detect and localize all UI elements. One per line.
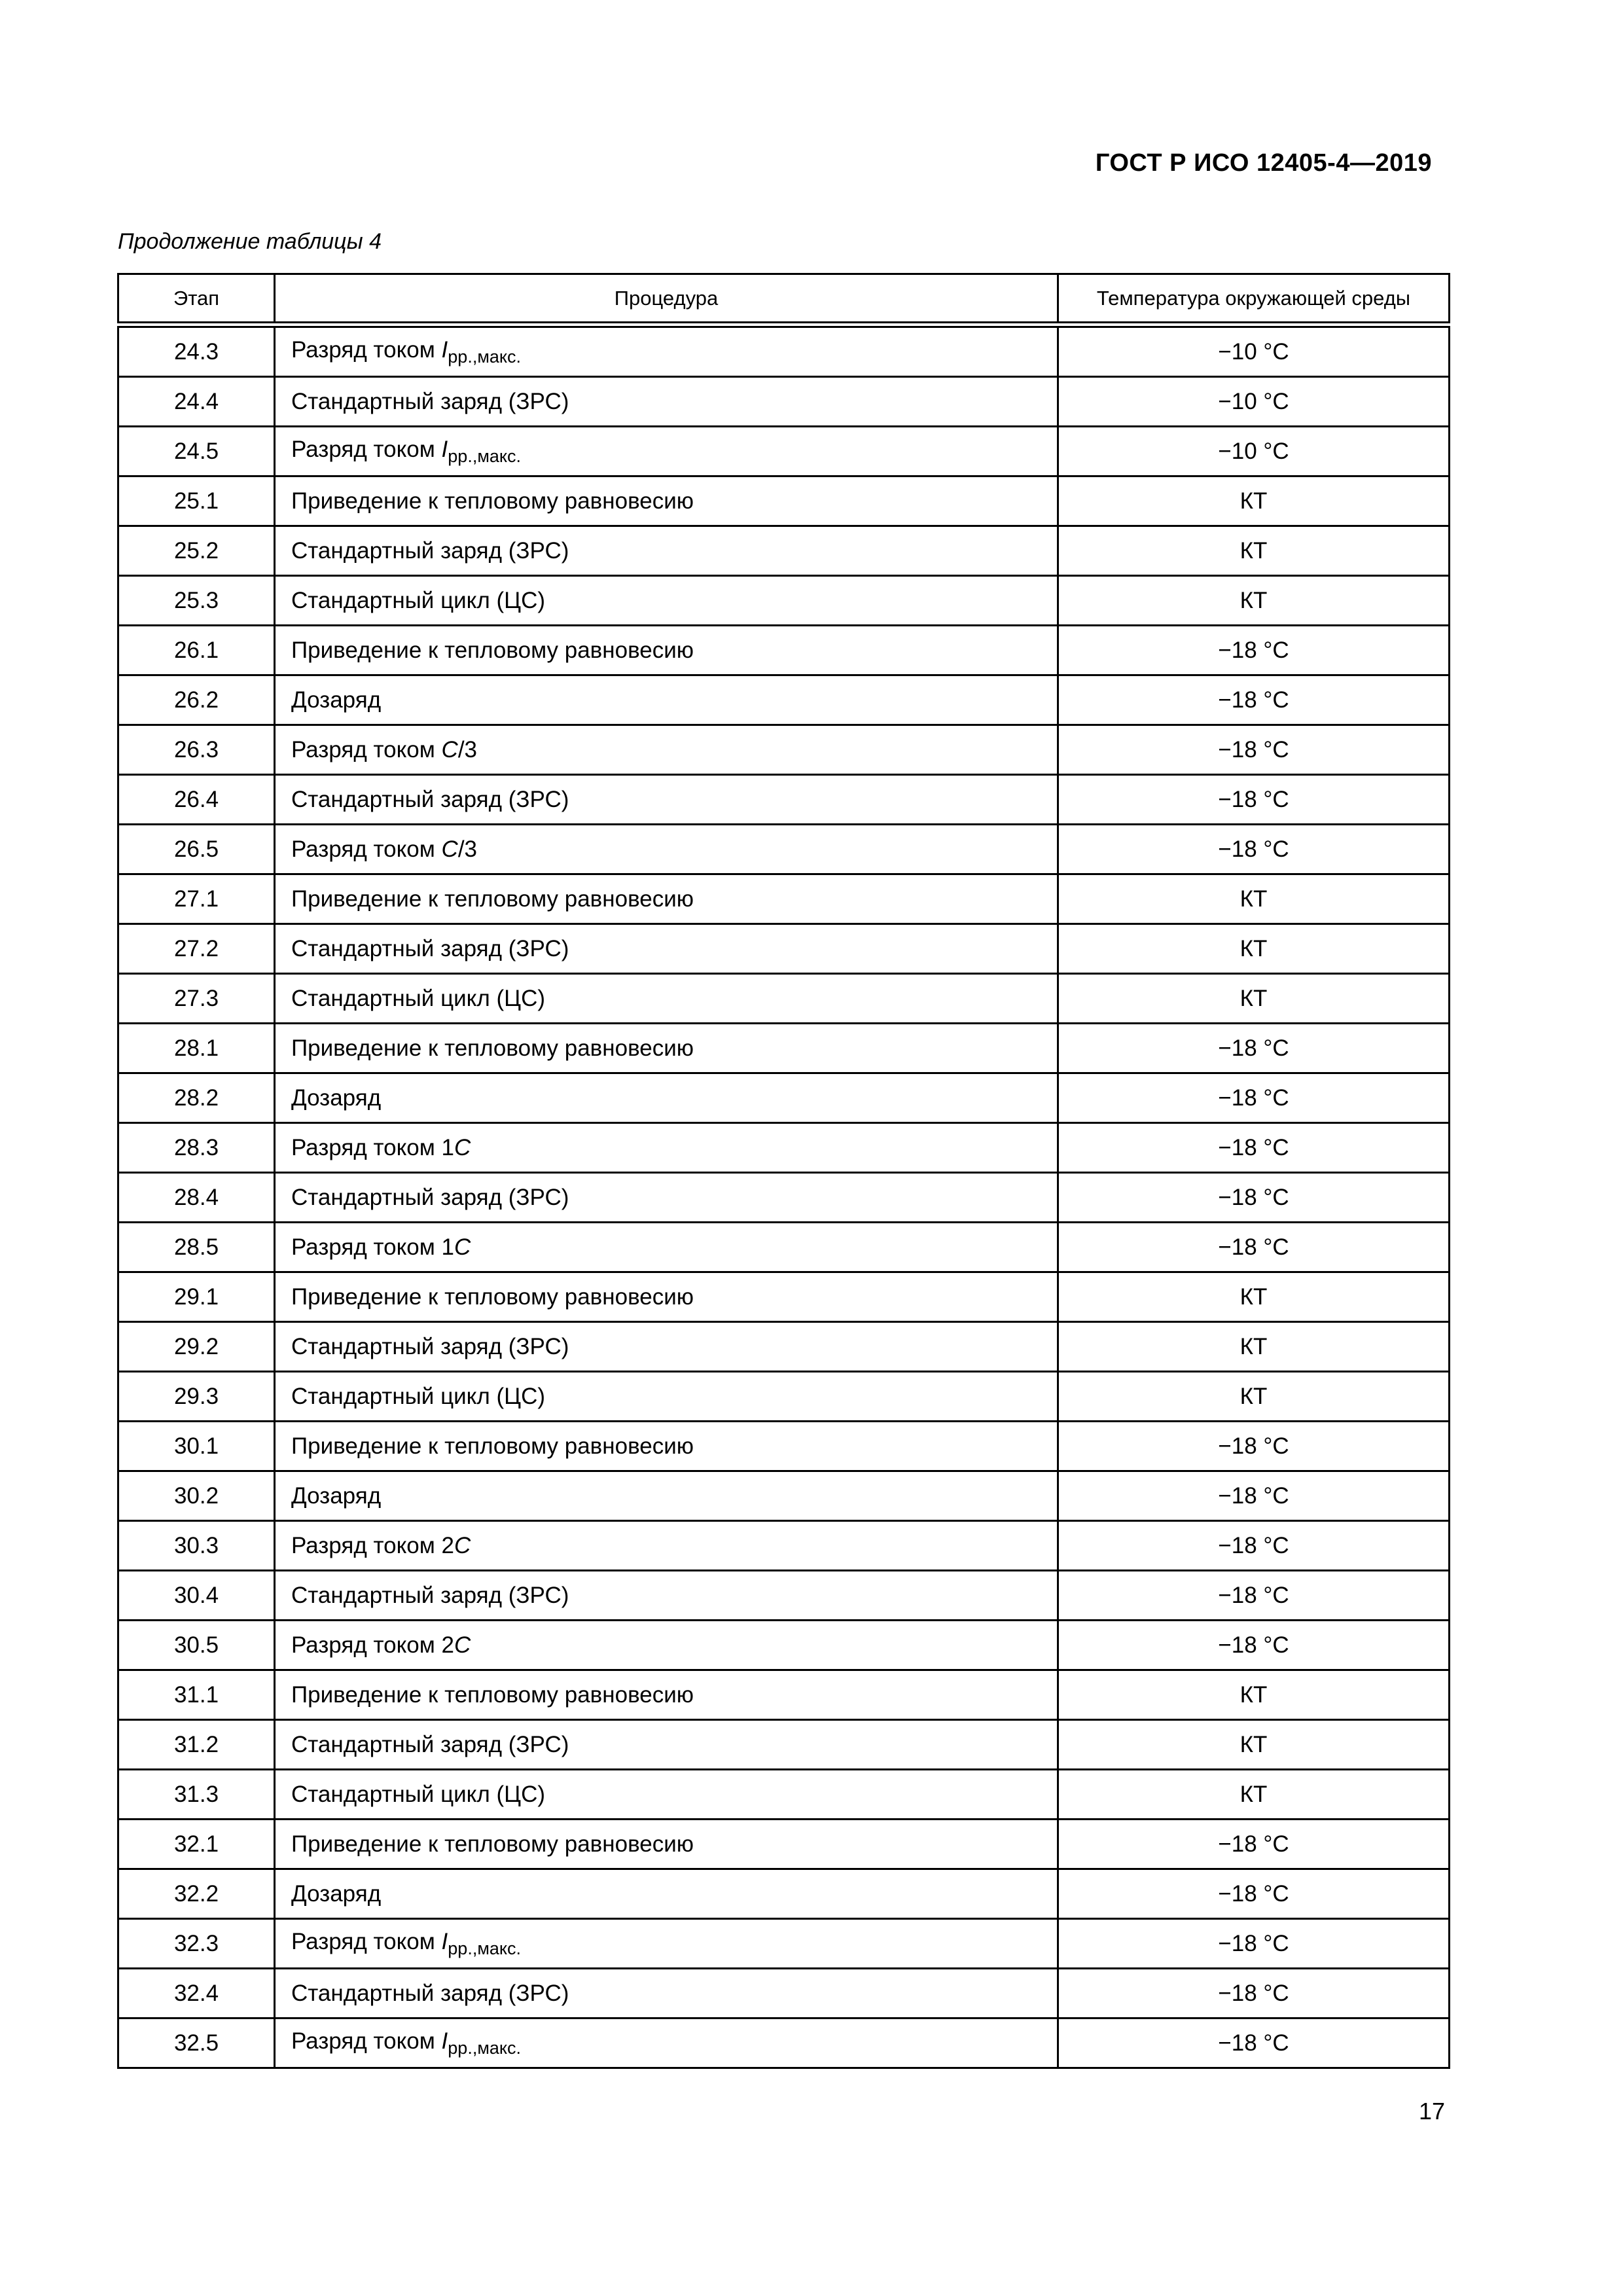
procedure-cell: [275, 1372, 1058, 1422]
procedure-cell: [275, 476, 1058, 526]
procedure-text: Разряд током: [291, 737, 442, 762]
temperature-cell: −18 °C: [1058, 825, 1450, 874]
procedure-symbol: C: [454, 1135, 471, 1160]
step-cell: 25.2: [118, 526, 275, 576]
table-row: [118, 626, 1450, 675]
step-cell: 24.5: [118, 427, 275, 476]
table-row: [118, 725, 1450, 775]
procedure-cell: [275, 1322, 1058, 1372]
page-number: 17: [1418, 2098, 1445, 2125]
step-cell: 30.2: [118, 1471, 275, 1521]
procedure-text: Стандартный цикл (ЦС): [291, 1782, 546, 1807]
procedure-symbol: I: [441, 436, 448, 462]
table-row: [118, 1471, 1450, 1521]
temperature-cell: КТ: [1058, 1372, 1450, 1422]
table-row: [118, 377, 1450, 427]
table-row: [118, 1720, 1450, 1770]
procedure-text: Разряд током 1: [291, 1234, 454, 1260]
procedure-text: Разряд током 2: [291, 1632, 454, 1658]
step-cell: 32.1: [118, 1820, 275, 1869]
procedure-cell: [275, 1919, 1058, 1969]
temperature-cell: −18 °C: [1058, 1919, 1450, 1969]
procedure-cell: [275, 1969, 1058, 2018]
temperature-cell: −18 °C: [1058, 1073, 1450, 1123]
step-cell: 30.3: [118, 1521, 275, 1571]
table-row: [118, 427, 1450, 476]
step-cell: 32.4: [118, 1969, 275, 2018]
table-row: [118, 1770, 1450, 1820]
table-row: [118, 1372, 1450, 1422]
procedure-text: Приведение к тепловому равновесию: [291, 1284, 694, 1310]
temperature-cell: −18 °C: [1058, 1621, 1450, 1670]
temperature-cell: КТ: [1058, 974, 1450, 1024]
temperature-cell: −18 °C: [1058, 1869, 1450, 1919]
temperature-cell: −18 °C: [1058, 725, 1450, 775]
procedure-text: Стандартный цикл (ЦС): [291, 1384, 546, 1409]
step-cell: 28.2: [118, 1073, 275, 1123]
procedure-cell: [275, 1123, 1058, 1173]
temperature-cell: −18 °C: [1058, 1223, 1450, 1272]
temperature-cell: −18 °C: [1058, 1571, 1450, 1621]
procedure-text: Стандартный заряд (ЗРС): [291, 1583, 569, 1608]
column-header-procedure: Процедура: [275, 274, 1058, 325]
table-row: [118, 1521, 1450, 1571]
procedure-text: Стандартный заряд (ЗРС): [291, 787, 569, 812]
step-cell: 29.1: [118, 1272, 275, 1322]
table-body: [118, 325, 1450, 2068]
table-row: [118, 1422, 1450, 1471]
step-cell: 30.4: [118, 1571, 275, 1621]
temperature-cell: −18 °C: [1058, 626, 1450, 675]
procedure-cell: [275, 1073, 1058, 1123]
step-cell: 27.3: [118, 974, 275, 1024]
procedure-text: Стандартный цикл (ЦС): [291, 986, 546, 1011]
column-header-step: Этап: [118, 274, 275, 325]
step-cell: 26.1: [118, 626, 275, 675]
procedure-symbol: I: [441, 2028, 448, 2054]
procedure-cell: [275, 924, 1058, 974]
temperature-cell: −18 °C: [1058, 1123, 1450, 1173]
temperature-cell: −18 °C: [1058, 1422, 1450, 1471]
table-row: [118, 1223, 1450, 1272]
procedure-cell: [275, 325, 1058, 377]
procedure-symbol: I: [441, 336, 448, 363]
step-cell: 28.4: [118, 1173, 275, 1223]
temperature-cell: КТ: [1058, 526, 1450, 576]
procedure-text: Стандартный заряд (ЗРС): [291, 936, 569, 961]
step-cell: 24.3: [118, 325, 275, 377]
step-cell: 32.5: [118, 2018, 275, 2068]
step-cell: 31.1: [118, 1670, 275, 1720]
table-row: [118, 1969, 1450, 2018]
procedure-cell: [275, 1024, 1058, 1073]
step-cell: 25.3: [118, 576, 275, 626]
procedure-text: Разряд током: [291, 1928, 442, 1954]
procedure-cell: [275, 1571, 1058, 1621]
table-row: [118, 1322, 1450, 1372]
procedure-suffix: /3: [457, 737, 478, 762]
procedure-text: Дозаряд: [291, 687, 382, 713]
procedure-suffix: /3: [457, 836, 478, 862]
temperature-cell: КТ: [1058, 1670, 1450, 1720]
procedure-cell: [275, 427, 1058, 476]
procedure-cell: [275, 725, 1058, 775]
step-cell: 32.2: [118, 1869, 275, 1919]
step-cell: 28.5: [118, 1223, 275, 1272]
table-row: [118, 1571, 1450, 1621]
step-cell: 29.2: [118, 1322, 275, 1372]
procedure-cell: [275, 675, 1058, 725]
procedure-cell: [275, 526, 1058, 576]
temperature-cell: −18 °C: [1058, 1969, 1450, 2018]
procedure-text: Разряд током: [291, 836, 442, 862]
procedure-cell: [275, 1173, 1058, 1223]
temperature-cell: −18 °C: [1058, 675, 1450, 725]
temperature-cell: КТ: [1058, 576, 1450, 626]
procedure-cell: [275, 825, 1058, 874]
procedure-text: Разряд током 2: [291, 1533, 454, 1558]
procedure-cell: [275, 2018, 1058, 2068]
procedure-text: Приведение к тепловому равновесию: [291, 637, 694, 663]
step-cell: 28.3: [118, 1123, 275, 1173]
procedure-cell: [275, 1770, 1058, 1820]
step-cell: 24.4: [118, 377, 275, 427]
table-row: [118, 1073, 1450, 1123]
temperature-cell: −18 °C: [1058, 1471, 1450, 1521]
table-row: [118, 1670, 1450, 1720]
procedure-cell: [275, 626, 1058, 675]
procedure-text: Дозаряд: [291, 1881, 382, 1907]
procedure-cell: [275, 1471, 1058, 1521]
procedure-text: Стандартный цикл (ЦС): [291, 588, 546, 613]
procedure-text: Дозаряд: [291, 1085, 382, 1111]
step-cell: 32.3: [118, 1919, 275, 1969]
temperature-cell: −10 °C: [1058, 427, 1450, 476]
step-cell: 26.2: [118, 675, 275, 725]
table-row: [118, 974, 1450, 1024]
procedure-cell: [275, 1869, 1058, 1919]
procedure-subscript: рр.,макс.: [448, 1938, 522, 1958]
procedure-cell: [275, 1670, 1058, 1720]
table-row: [118, 2018, 1450, 2068]
table-row: [118, 1272, 1450, 1322]
procedure-text: Разряд током: [291, 2028, 442, 2054]
temperature-cell: КТ: [1058, 874, 1450, 924]
procedure-text: Приведение к тепловому равновесию: [291, 1831, 694, 1857]
column-header-temperature: Температура окружающей среды: [1058, 274, 1450, 325]
procedure-subscript: рр.,макс.: [448, 446, 522, 466]
procedure-cell: [275, 1621, 1058, 1670]
table-row: [118, 924, 1450, 974]
step-cell: 28.1: [118, 1024, 275, 1073]
temperature-cell: −18 °C: [1058, 1521, 1450, 1571]
table-header-row: [118, 274, 1450, 325]
step-cell: 26.3: [118, 725, 275, 775]
table-row: [118, 576, 1450, 626]
temperature-cell: −18 °C: [1058, 775, 1450, 825]
table-row: [118, 476, 1450, 526]
procedure-symbol: C: [454, 1234, 471, 1260]
procedure-cell: [275, 874, 1058, 924]
procedure-cell: [275, 1422, 1058, 1471]
procedure-text: Приведение к тепловому равновесию: [291, 1682, 694, 1708]
procedure-symbol: C: [454, 1533, 471, 1558]
step-cell: 27.2: [118, 924, 275, 974]
table-row: [118, 1869, 1450, 1919]
temperature-cell: КТ: [1058, 476, 1450, 526]
step-cell: 25.1: [118, 476, 275, 526]
step-cell: 29.3: [118, 1372, 275, 1422]
step-cell: 30.1: [118, 1422, 275, 1471]
procedure-text: Приведение к тепловому равновесию: [291, 886, 694, 912]
table-row: [118, 1820, 1450, 1869]
procedure-cell: [275, 1720, 1058, 1770]
procedure-subscript: рр.,макс.: [448, 2037, 522, 2058]
table-row: [118, 775, 1450, 825]
table-row: [118, 325, 1450, 377]
procedure-text: Стандартный заряд (ЗРС): [291, 389, 569, 414]
table-row: [118, 825, 1450, 874]
step-cell: 31.2: [118, 1720, 275, 1770]
step-cell: 30.5: [118, 1621, 275, 1670]
procedure-text: Разряд током 1: [291, 1135, 454, 1160]
temperature-cell: −18 °C: [1058, 2018, 1450, 2068]
temperature-cell: КТ: [1058, 1272, 1450, 1322]
table-row: [118, 675, 1450, 725]
table-row: [118, 1173, 1450, 1223]
procedure-text: Дозаряд: [291, 1483, 382, 1509]
temperature-cell: КТ: [1058, 1322, 1450, 1372]
step-cell: 26.5: [118, 825, 275, 874]
step-cell: 31.3: [118, 1770, 275, 1820]
temperature-cell: −18 °C: [1058, 1173, 1450, 1223]
table-row: [118, 526, 1450, 576]
procedure-subscript: рр.,макс.: [448, 346, 522, 367]
procedure-cell: [275, 576, 1058, 626]
procedure-symbol: C: [454, 1632, 471, 1658]
table-row: [118, 1123, 1450, 1173]
temperature-cell: КТ: [1058, 1770, 1450, 1820]
procedure-symbol: I: [441, 1928, 448, 1954]
procedure-text: Стандартный заряд (ЗРС): [291, 1981, 569, 2006]
procedure-cell: [275, 974, 1058, 1024]
procedure-text: Разряд током: [291, 336, 442, 363]
step-cell: 26.4: [118, 775, 275, 825]
procedure-text: Стандартный заряд (ЗРС): [291, 1732, 569, 1757]
procedure-text: Приведение к тепловому равновесию: [291, 488, 694, 514]
temperature-cell: −18 °C: [1058, 1024, 1450, 1073]
procedure-cell: [275, 1820, 1058, 1869]
temperature-cell: −18 °C: [1058, 1820, 1450, 1869]
procedure-cell: [275, 1223, 1058, 1272]
procedure-text: Приведение к тепловому равновесию: [291, 1433, 694, 1459]
procedure-text: Стандартный заряд (ЗРС): [291, 1185, 569, 1210]
table-caption: Продолжение таблицы 4: [118, 229, 382, 254]
temperature-cell: −10 °C: [1058, 325, 1450, 377]
table-row: [118, 1024, 1450, 1073]
temperature-cell: КТ: [1058, 924, 1450, 974]
procedure-text: Разряд током: [291, 436, 442, 462]
procedure-cell: [275, 377, 1058, 427]
step-cell: 27.1: [118, 874, 275, 924]
procedure-text: Приведение к тепловому равновесию: [291, 1035, 694, 1061]
temperature-cell: КТ: [1058, 1720, 1450, 1770]
procedure-text: Стандартный заряд (ЗРС): [291, 538, 569, 564]
table-row: [118, 1919, 1450, 1969]
procedure-cell: [275, 775, 1058, 825]
temperature-cell: −10 °C: [1058, 377, 1450, 427]
procedure-cell: [275, 1272, 1058, 1322]
document-id: ГОСТ Р ИСО 12405-4—2019: [1095, 149, 1432, 177]
procedure-table: [117, 273, 1450, 2069]
table-row: [118, 1621, 1450, 1670]
procedure-cell: [275, 1521, 1058, 1571]
procedure-symbol: C: [441, 737, 458, 762]
procedure-text: Стандартный заряд (ЗРС): [291, 1334, 569, 1359]
procedure-symbol: C: [441, 836, 458, 862]
table-row: [118, 874, 1450, 924]
